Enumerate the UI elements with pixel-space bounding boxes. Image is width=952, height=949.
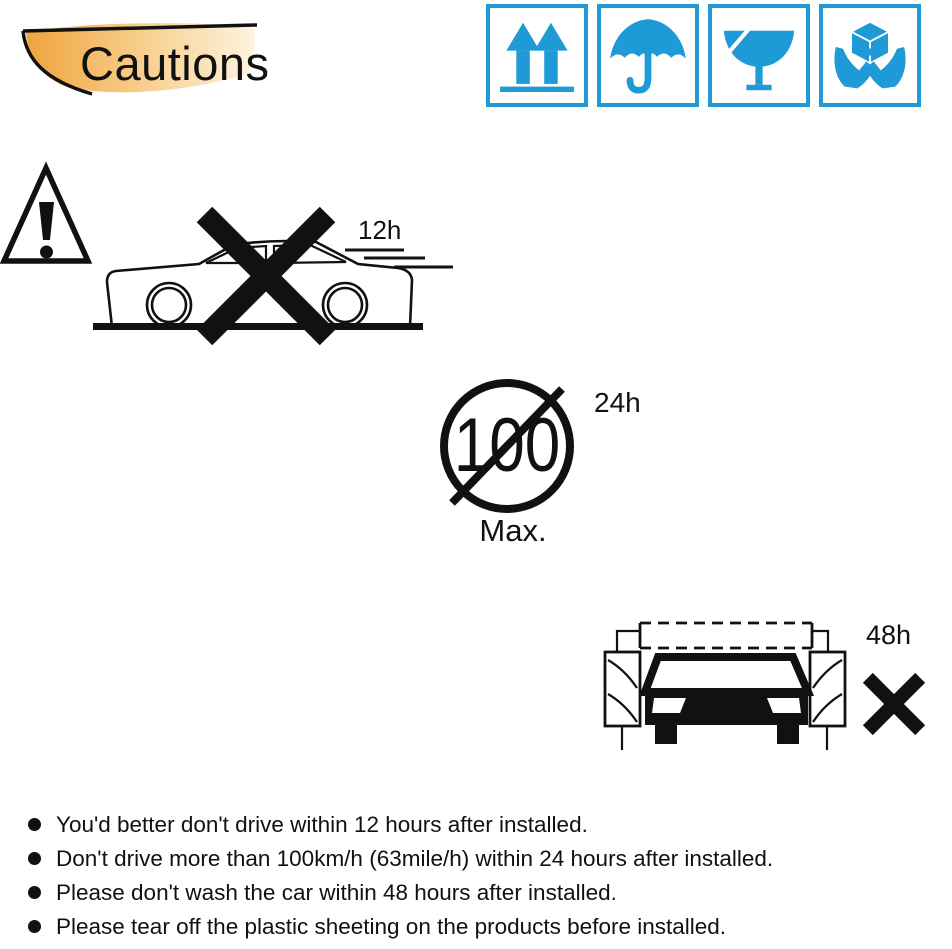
- keep-dry-box: [597, 4, 699, 107]
- this-way-up-box: [486, 4, 588, 107]
- no-drive-duration-label: 12h: [358, 215, 402, 245]
- list-item: [28, 914, 938, 939]
- handle-with-care-box: [819, 4, 921, 107]
- list-item: [28, 846, 938, 871]
- cross-mark-small: [863, 673, 925, 735]
- list-item: [28, 880, 938, 905]
- note-text: You'd better don't drive within 12 hours after installed.: [56, 811, 588, 837]
- handle-with-care-icon: [825, 11, 915, 101]
- speed-limit-max-label: Max.: [479, 513, 547, 548]
- cube-glyph: [851, 21, 889, 62]
- note-text: Please tear off the plastic sheeting on the products before installed.: [56, 913, 727, 939]
- bullet-icon: [28, 818, 41, 831]
- bullet-icon: [28, 886, 41, 899]
- keep-dry-icon: [603, 11, 693, 101]
- no-drive-illustration: [0, 160, 470, 350]
- this-way-up-icon: [492, 11, 582, 101]
- packaging-icon-row: [486, 4, 921, 107]
- wash-gantry: [617, 623, 828, 652]
- fragile-icon: [714, 11, 804, 101]
- ground-line: [93, 323, 423, 330]
- car-front-drawing: [645, 657, 808, 744]
- note-text: Please don't wash the car within 48 hours after installed.: [56, 879, 617, 905]
- caution-notes-list: [28, 812, 938, 948]
- list-item: [28, 812, 938, 837]
- bullet-icon: [28, 852, 41, 865]
- speed-limit-duration-label: 24h: [594, 387, 641, 418]
- speed-limit-value: 100: [453, 403, 561, 488]
- note-text: Don't drive more than 100km/h (63mile/h) within 24 hours after installed.: [56, 845, 774, 871]
- page-title: Cautions: [80, 37, 270, 90]
- bullet-icon: [28, 920, 41, 933]
- fragile-box: [708, 4, 810, 107]
- no-wash-duration-label: 48h: [866, 620, 912, 650]
- warning-triangle-icon: [4, 168, 88, 261]
- cautions-banner: [18, 12, 268, 112]
